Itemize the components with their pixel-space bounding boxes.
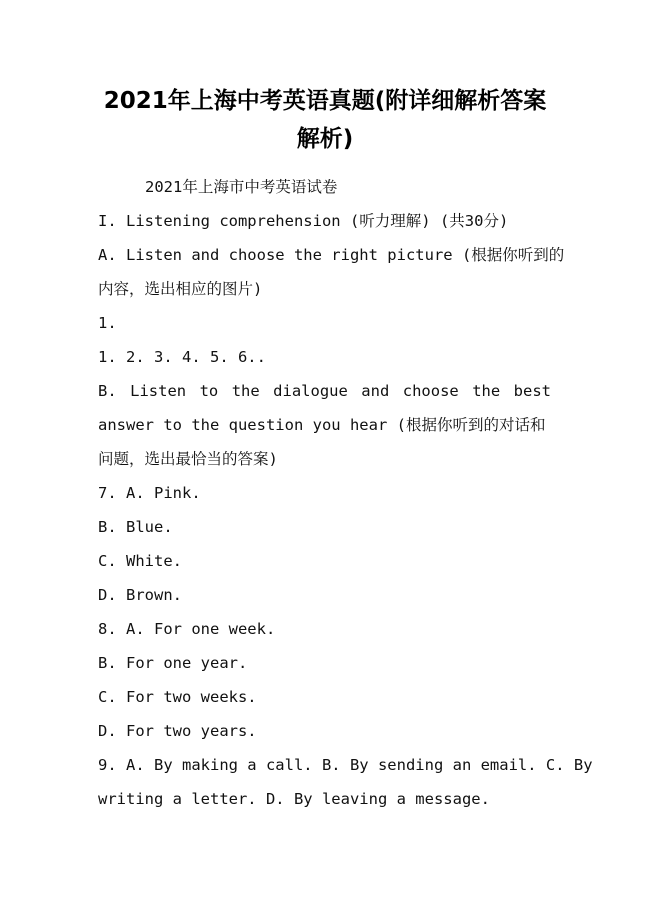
question-7-option-d: D. Brown. bbox=[98, 586, 182, 604]
question-7-option-c: C. White. bbox=[98, 552, 182, 570]
question-8-option-c: C. For two weeks. bbox=[98, 688, 257, 706]
question-9-line-1: 9. A. By making a call. B. By sending an email. C. By bbox=[98, 756, 593, 774]
part-b-instruction-line-1: B. Listen to the dialogue and choose the best bbox=[98, 382, 551, 400]
part-a-instruction-line-2: 内容，选出相应的图片) bbox=[98, 280, 263, 298]
question-8-option-a: 8. A. For one week. bbox=[98, 620, 276, 638]
question-8-option-d: D. For two years. bbox=[98, 722, 257, 740]
question-9-line-2: writing a letter. D. By leaving a message. bbox=[98, 790, 490, 808]
question-7-option-a: 7. A. Pink. bbox=[98, 484, 201, 502]
section-listening-heading: I. Listening comprehension (听力理解) (共30分) bbox=[98, 212, 509, 230]
part-b-instruction-line-3: 问题，选出最恰当的答案) bbox=[98, 450, 278, 468]
question-number-1: 1. bbox=[98, 314, 117, 332]
question-7-option-b: B. Blue. bbox=[98, 518, 173, 536]
document-subtitle: 2021年上海市中考英语试卷 bbox=[145, 178, 338, 196]
question-8-option-b: B. For one year. bbox=[98, 654, 248, 672]
part-b-instruction-line-2: answer to the question you hear (根据你听到的对话和 bbox=[98, 416, 546, 434]
question-numbers-1-6: 1. 2. 3. 4. 5. 6.. bbox=[98, 348, 266, 366]
document-title-line-2: 解析) bbox=[296, 126, 354, 152]
document-title-line-1: 2021年上海中考英语真题(附详细解析答案 bbox=[103, 88, 547, 114]
part-a-instruction-line-1: A. Listen and choose the right picture (根据你听到的 bbox=[98, 246, 565, 264]
